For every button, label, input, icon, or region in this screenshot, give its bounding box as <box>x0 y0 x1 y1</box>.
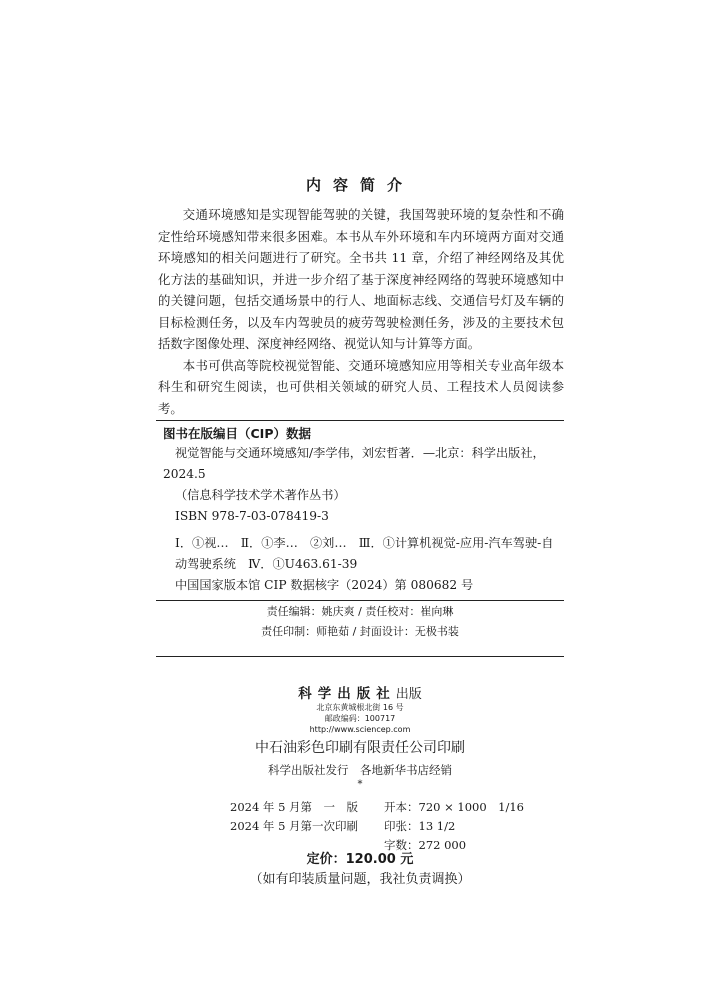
publisher-address: 北京东黄城根北街 16 号 <box>316 703 404 712</box>
distribution-line: 科学出版社发行 各地新华书店经销 <box>268 763 452 777</box>
format-size: 开本：720 × 1000 1/16 <box>384 800 524 814</box>
production-credits: 责任印制：师艳茹 / 封面设计：无极书装 <box>261 625 459 638</box>
publisher-url: http://www.sciencep.com <box>309 725 411 734</box>
cip-record <box>163 443 561 596</box>
editor-credits: 责任编辑：姚庆爽 / 责任校对：崔向琳 <box>266 605 454 618</box>
price: 定价：120.00 元 <box>306 852 414 867</box>
cip-record-number: 中国国家版本馆 CIP 数据核字（2024）第 080682 号 <box>175 578 474 592</box>
abstract-paragraph: 交通环境感知是实现智能驾驶的关键，我国驾驶环境的复杂性和不确定性给环境感知带来很多困难。本书从车外环境和车内环境两方面对交通环境感知的相关问题进行了研究。全书共 11 章，介绍了神经网络及其优化方法的基础知识，并进一步介绍了基于深度神经网络的驾驶环境感知中的关键问题，包括交通场景中的行人、地面标志线、交通信号灯及车辆的目标检测任务，以及车内驾驶员的疲劳驾驶检测任务，涉及的主要技术包括数字图像处理、深度神经网络、视觉认知与计算等方面。 <box>158 207 564 351</box>
staff-rule <box>156 656 564 657</box>
abstract-paragraph: 本书可供高等院校视觉智能、交通环境感知应用等相关专业高年级本科生和研究生阅读，也可供相关领域的研究人员、工程技术人员阅读参考。 <box>158 357 564 416</box>
cip-bottom-rule <box>156 600 564 601</box>
separator-star: * <box>357 779 363 790</box>
printed-sheets: 印张：13 1/2 <box>384 819 456 833</box>
publisher-name: 科学出版社 <box>298 686 396 702</box>
cip-date-line: 2024.5 <box>163 467 206 481</box>
publisher-line <box>0 682 720 702</box>
abstract-title: 内容简介 <box>305 176 414 194</box>
cip-classification: Ⅰ．①视… Ⅱ．①李… ②刘… Ⅲ．①计算机视觉-应用-汽车驾驶-自动驾驶系统 Ⅳ．①U463.61-39 <box>175 536 554 571</box>
printer-line: 中石油彩色印刷有限责任公司印刷 <box>255 740 465 756</box>
edition-details <box>0 798 720 855</box>
first-printing: 2024 年 5 月第一次印刷 <box>230 819 359 833</box>
abstract-body <box>158 204 564 419</box>
quality-note: （如有印装质量问题，我社负责调换） <box>249 872 471 887</box>
publisher-suffix: 出版 <box>395 687 422 702</box>
cip-title-line: 视觉智能与交通环境感知/李学伟，刘宏哲著．—北京：科学出版社， <box>175 446 545 460</box>
cip-heading: 图书在版编目（CIP）数据 <box>163 426 311 441</box>
edition-first: 2024 年 5 月第 一 版 <box>230 800 359 814</box>
publisher-postcode: 邮政编码：100717 <box>324 714 396 723</box>
cip-top-rule <box>156 420 564 421</box>
cip-series-line: （信息科学技术学术著作丛书） <box>175 488 346 502</box>
cip-isbn-line: ISBN 978-7-03-078419-3 <box>175 509 329 523</box>
word-count: 字数：272 000 <box>384 838 467 852</box>
